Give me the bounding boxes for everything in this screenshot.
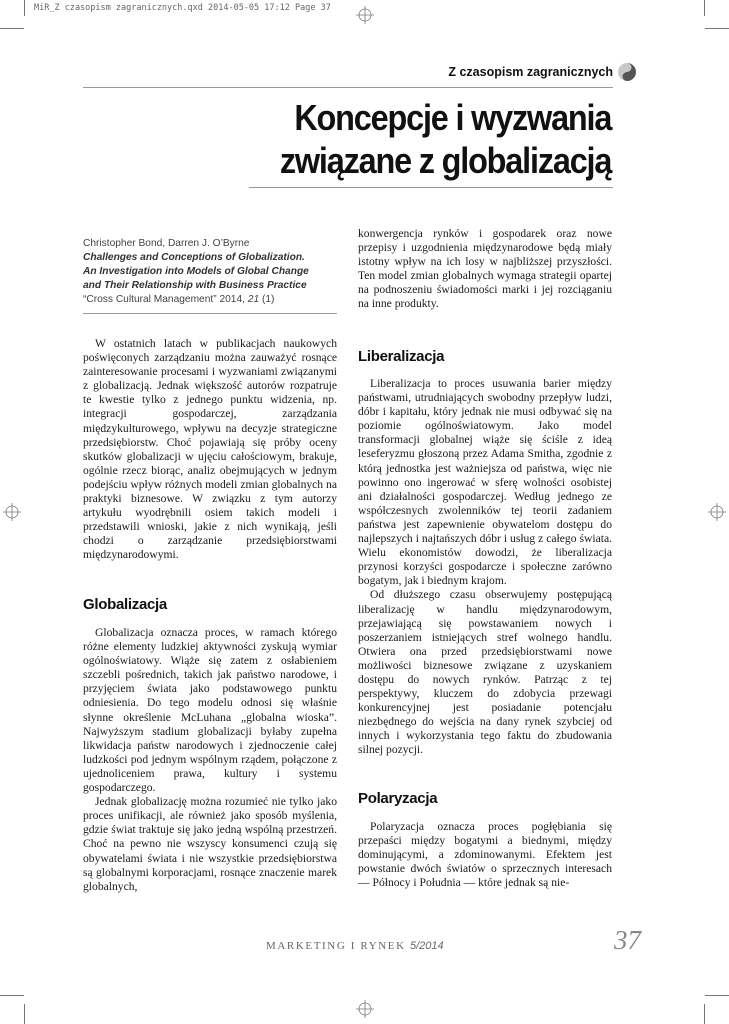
- citation-issue: (1): [259, 294, 275, 305]
- section-swirl-icon: [617, 62, 637, 82]
- crop-mark-top-left: [0, 28, 24, 29]
- citation-volume: 21: [247, 294, 260, 305]
- title-line-1: Koncepcje i wyzwania: [294, 97, 611, 138]
- registration-mark-left-icon: [3, 503, 21, 521]
- paragraph: Liberalizacja to proces usuwania barier między państwami, utrudniających swobodny przepływ ludzi, dóbr i kapitału, który jednak nie musi odbywać się na poziomie ogólnoświatowym. Jako model transformacji globalnej wiąże się ściśle z ideą leseferyzmu głoszoną przez Adama Smitha, zgodnie z którą jednostka jest ważniejsza od państwa, więc nie powinno ono ingerować w sferę wolności osobistej ani działalności gospodarczej. Według jednego ze współczesnych zwolenników tej teorii zadaniem państwa jest zapewnienie obywatelom dostępu do najlepszych i najtańszych dóbr i usług z całego świata. Wielu ekonomistów dowodzi, że liberalizacja przynosi korzyści gospodarcze i społeczne zarówno bogatym, jak i biednym krajom.: [358, 377, 612, 588]
- header-rule: [83, 87, 613, 88]
- registration-mark-top-icon: [356, 6, 374, 24]
- registration-mark-right-icon: [708, 503, 726, 521]
- paragraph: Globalizacja oznacza proces, w ramach którego różne elementy ludzkiej aktywności zyskują wymiar ogólnoświatowy. Wiąże się zatem z osłabieniem szczebli pośrednich, takich jak państwo narodowe, i przyjęciem świata jako podstawowego punktu odniesienia. Do tego modelu odnosi się właśnie słynne określenie McLuhana „globalna wioska”. Najwyższym stadium globalizacji byłaby zupełna likwidacja państw narodowych i zjednoczenie całej ludzkości pod jednym wspólnym rządem, połączone z ujednoliceniem prawa, kultury i systemu gospodarczego.: [83, 626, 337, 795]
- source-rule: [83, 313, 337, 314]
- crop-mark-top-right: [705, 28, 729, 29]
- source-reference: [83, 237, 333, 307]
- paragraph: W ostatnich latach w publikacjach naukowych poświęconych zarządzaniu można zauważyć rosnące zainteresowanie procesami i wyzwaniami związanymi z globalizacją. Jednak większość autorów rozpatruje te kwestie tylko z jednego punktu widzenia, np. integracji gospodarczej, zarządzania międzykulturowego, wpływu na decyzje strategiczne przedsiębiorstw. Choć pojawiają się próby oceny skutków globalizacji w ujęciu całościowym, brakuje, ogólnie rzecz biorąc, analiz obejmujących w jednym podejściu wpływ różnych modeli zmian globalnych na praktyki biznesowe. W związku z tym autorzy artykułu wyodrębnili osiem takich modeli i przedstawili wnioski, jakie z nich wynikają, jeśli chodzi o zarządzanie przedsiębiorstwami międzynarodowymi.: [83, 337, 337, 562]
- crop-mark-top-left-v: [24, 0, 25, 16]
- journal-issue: 5/2014: [410, 940, 444, 952]
- title-rule: [249, 187, 613, 188]
- page-number: 37: [614, 925, 641, 955]
- title-line-2: związane z globalizacją: [279, 140, 611, 181]
- source-title-line: An Investigation into Models of Global Change: [83, 266, 309, 277]
- paragraph: konwergencja rynków i gospodarek oraz nowe przepisy i uzgodnienia międzynarodowe będą miały istotny wpływ na ich losy w najbliższej przyszłości. Ten model zmian globalnych wymaga strategii opartej na podnoszeniu świadomości marki i jej rozciąganiu na inne produkty.: [358, 227, 612, 311]
- printer-slug: MiR_Z czasopism zagranicznych.qxd 2014-05-05 17:12 Page 37: [34, 3, 331, 13]
- intro-text: [83, 337, 337, 563]
- footer-journal: [266, 940, 444, 952]
- liberalizacja-text: [358, 377, 612, 758]
- source-citation: [83, 294, 274, 305]
- section-header: [448, 62, 637, 82]
- polaryzacja-text: [358, 820, 612, 890]
- heading-liberalizacja: Liberalizacja: [358, 348, 445, 365]
- crop-mark-bottom-right: [705, 995, 729, 996]
- source-title-line: and Their Relationship with Business Practice: [83, 280, 307, 291]
- crop-mark-top-right-v: [704, 0, 705, 16]
- paragraph: Jednak globalizację można rozumieć nie tylko jako proces unifikacji, ale również jako sposób myślenia, gdzie świat traktuje się jako jedną wspólną przestrzeń. Choć na pewno nie wszyscy konsumenci czują się obywatelami świata i nie wszystkie przedsiębiorstwa są globalnymi korporacjami, rosnące znaczenie marek globalnych,: [83, 795, 337, 893]
- article-title: [280, 96, 611, 182]
- heading-polaryzacja: Polaryzacja: [358, 790, 438, 807]
- heading-globalizacja: Globalizacja: [83, 596, 167, 613]
- crop-mark-bottom-left: [0, 995, 24, 996]
- citation-journal: “Cross Cultural Management” 2014,: [83, 294, 248, 305]
- crop-mark-bottom-right-v: [704, 1004, 705, 1024]
- source-authors: Christopher Bond, Darren J. O’Byrne: [83, 238, 250, 249]
- globalizacja-text: [83, 626, 337, 894]
- paragraph: Polaryzacja oznacza proces pogłębiania się przepaści między bogatymi a biednymi, między dominującymi, a zdominowanymi. Efektem jest powstanie dwóch światów o sprzecznych interesach — Północy i Południa — które jednak są nie-: [358, 820, 612, 890]
- paragraph: Od dłuższego czasu obserwujemy postępującą liberalizację w handlu międzynarodowym, przejawiającą się powstawaniem nowych i poszerzaniem istniejących stref wolnego handlu. Otwiera ona przed przedsiębiorstwami nowe możliwości biznesowe związane z uzyskaniem dostępu do nowych rynków. Patrząc z tej perspektywy, kluczem do zdobycia przewagi konkurencyjnej jest posiadanie potencjału niezbędnego do wejścia na dany rynek szybciej od innych i wykorzystania tego faktu do zbudowania silnej pozycji.: [358, 588, 612, 757]
- crop-mark-bottom-left-v: [24, 1004, 25, 1024]
- registration-mark-bottom-icon: [356, 1000, 374, 1018]
- right-intro-text: [358, 227, 612, 312]
- section-label: Z czasopism zagranicznych: [448, 65, 613, 79]
- source-title-line: Challenges and Conceptions of Globalization.: [83, 252, 305, 263]
- journal-name: MARKETING I RYNEK: [266, 940, 410, 952]
